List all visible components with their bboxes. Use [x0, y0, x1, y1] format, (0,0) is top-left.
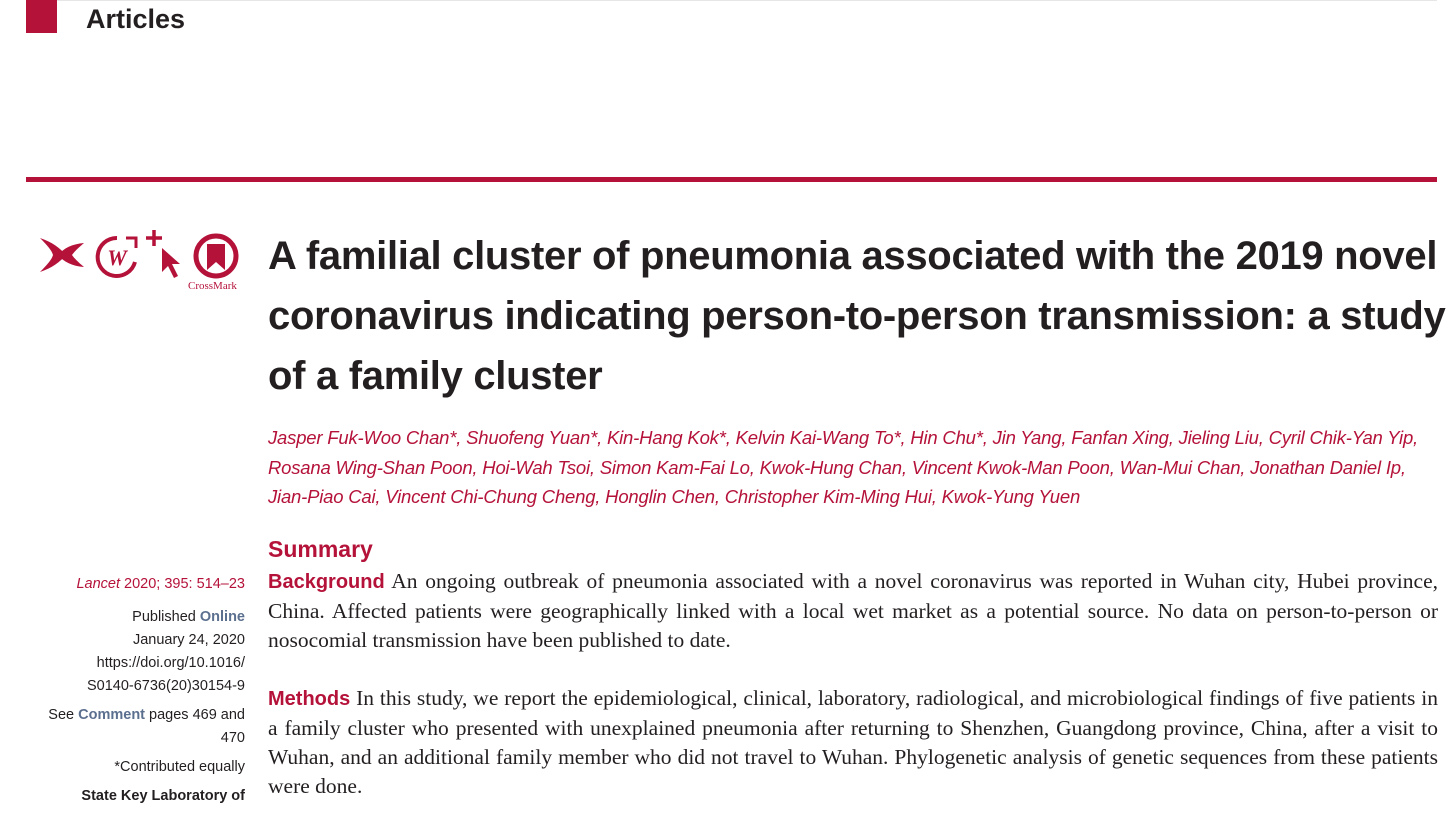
- author-list: Jasper Fuk-Woo Chan*, Shuofeng Yuan*, Kin-Hang Kok*, Kelvin Kai-Wang To*, Hin Chu*, Jin Yang, Fanfan Xing, Jieling Liu, Cyril Chik-Yan Yip, Rosana Wing-Shan Poon, Hoi-Wah Tsoi, Simon Kam-Fai Lo, Kwok-Hung Chan, Vincent Kwok-Man Poon, Wan-Mui Chan, Jonathan Daniel Ip, Jian-Piao Cai, Vincent Chi-Chung Cheng, Honglin Chen, Christopher Kim-Ming Hui, Kwok-Yung Yuen: [268, 427, 1418, 507]
- article-icons: [38, 228, 248, 290]
- summary-heading: Summary: [268, 536, 373, 562]
- background-paragraph: [268, 567, 1438, 655]
- methods-text: In this study, we report the epidemiological, clinical, laboratory, radiological, and microbiological findings of five patients in a family cluster who presented with unexplained pneumonia after returning to Shenzhen, Guangdong province, China, after a visit to Wuhan, and an additional family member who did not travel to Wuhan. Phylogenetic analysis of genetic sequences from these patients were done.: [268, 686, 1438, 798]
- published-online-link[interactable]: Online: [199, 609, 245, 625]
- top-border-line: [26, 0, 1437, 1]
- citation: [26, 573, 245, 596]
- published-prefix: Published: [132, 609, 200, 625]
- citation-details: 2020; 395: 514–23: [120, 576, 245, 592]
- cursor-plus-icon[interactable]: [142, 228, 186, 284]
- doi-line-1[interactable]: https://doi.org/10.1016/: [96, 655, 245, 671]
- background-text: An ongoing outbreak of pneumonia associated with a novel coronavirus was reported in Wuhan city, Hubei province, China. Affected patients were geographically linked with a local wet market as a potential source. No data on person-to-person or nosocomial transmission have been published to date.: [268, 569, 1438, 652]
- crossmark-label: CrossMark: [188, 280, 237, 292]
- journal-name: Lancet: [76, 576, 121, 592]
- section-label: Articles: [86, 4, 186, 34]
- see-prefix: See: [48, 707, 79, 723]
- article-title: A familial cluster of pneumonia associated with the 2019 novel coronavirus indicating person-to-person transmission: a study of a family cluster: [268, 234, 1446, 398]
- section-marker: [26, 0, 57, 33]
- background-label: Background: [268, 571, 385, 593]
- contributed-note: *Contributed equally: [114, 759, 245, 775]
- see-pages-end: 470: [220, 730, 245, 746]
- publication-date: January 24, 2020: [132, 632, 245, 648]
- article-sidebar: [26, 573, 245, 808]
- web-extra-icon[interactable]: [94, 234, 140, 280]
- swift-bird-icon: [38, 234, 88, 276]
- svg-text:W: W: [107, 245, 127, 270]
- affiliation: State Key Laboratory of: [81, 788, 245, 804]
- comment-link[interactable]: Comment: [78, 707, 146, 723]
- see-suffix: pages 469 and: [145, 707, 245, 723]
- published-line: [26, 606, 245, 629]
- doi-line-2[interactable]: S0140-6736(20)30154-9: [86, 678, 245, 694]
- methods-paragraph: [268, 684, 1438, 801]
- header-rule: [26, 177, 1437, 182]
- methods-label: Methods: [268, 688, 351, 710]
- see-comment-line: [26, 704, 245, 727]
- crossmark-icon[interactable]: [192, 232, 240, 280]
